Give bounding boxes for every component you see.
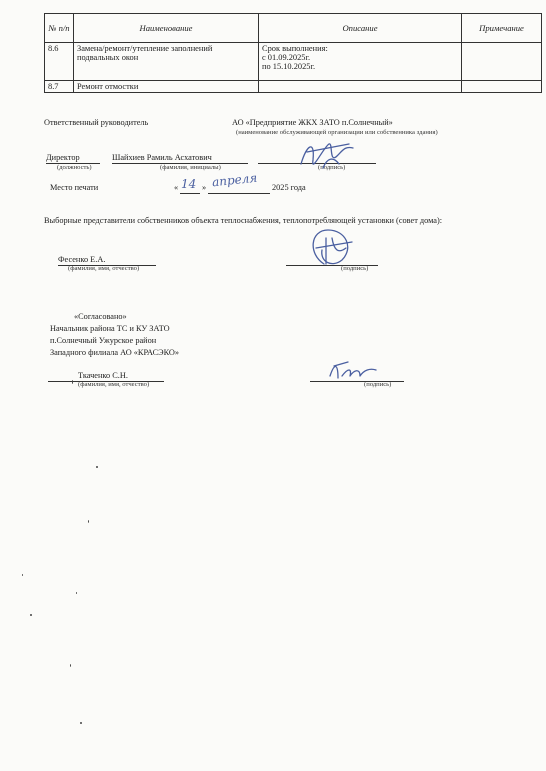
date-close-quote: » bbox=[202, 183, 207, 192]
table-row bbox=[45, 81, 542, 93]
date-day: 14 bbox=[181, 177, 197, 191]
scan-speck bbox=[70, 664, 71, 667]
table-header-row bbox=[45, 14, 542, 43]
agreed-name-caption: (фамилия, имя, отчество) bbox=[78, 381, 150, 388]
works-table bbox=[44, 13, 542, 93]
table-row bbox=[45, 43, 542, 81]
manager-name-caption: (фамилия, инициалы) bbox=[160, 164, 221, 171]
agreed-line: Западного филиала АО «КРАСЭКО» bbox=[50, 348, 180, 357]
agreed-line: п.Солнечный Ужурское район bbox=[50, 336, 157, 345]
representative-name-caption: (фамилия, имя, отчество) bbox=[68, 265, 140, 272]
agreed-line: Начальник района ТС и КУ ЗАТО bbox=[50, 324, 170, 333]
agreed-signature-caption: (подпись) bbox=[364, 381, 392, 388]
date-year: 2025 года bbox=[272, 183, 306, 192]
row-number: 8.6 bbox=[45, 43, 74, 81]
agreed-person-name-text: Ткаченко С.Н. bbox=[78, 371, 128, 380]
date-open-quote: « bbox=[174, 183, 179, 192]
col-header-number-label: № п/п bbox=[48, 23, 70, 33]
manager-signature bbox=[293, 134, 363, 180]
responsible-label: Ответственный руководитель bbox=[44, 118, 149, 127]
col-header-note: Примечание bbox=[462, 14, 542, 43]
scan-speck bbox=[72, 380, 73, 384]
description-line: Срок выполнения: bbox=[262, 44, 328, 53]
row-note bbox=[462, 43, 542, 81]
scan-speck bbox=[96, 466, 98, 468]
agreed-title: «Согласовано» bbox=[74, 312, 127, 321]
representative-signature-caption: (подпись) bbox=[341, 265, 369, 272]
row-number: 8.7 bbox=[45, 81, 74, 93]
col-header-description: Описание bbox=[259, 14, 462, 43]
col-header-number bbox=[45, 14, 74, 43]
organization-caption: (наименование обслуживающей организации или собственника здания) bbox=[236, 129, 438, 136]
manager-signature-caption: (подпись) bbox=[318, 164, 346, 171]
row-name: Замена/ремонт/утепление заполнений подвальных окон bbox=[74, 43, 259, 81]
col-header-name: Наименование bbox=[74, 14, 259, 43]
position-caption: (должность) bbox=[57, 164, 92, 171]
position-value: Директор bbox=[46, 154, 100, 164]
representative-signature bbox=[302, 224, 362, 270]
row-name: Ремонт отмостки bbox=[74, 81, 259, 93]
seal-label: Место печати bbox=[50, 183, 99, 192]
row-description bbox=[259, 81, 462, 93]
description-line: по 15.10.2025г. bbox=[262, 62, 316, 71]
scan-speck bbox=[30, 614, 32, 616]
row-note bbox=[462, 81, 542, 93]
row-description bbox=[259, 43, 462, 81]
scan-speck bbox=[88, 520, 89, 523]
organization-name: АО «Предприятие ЖКХ ЗАТО п.Солнечный» bbox=[232, 118, 393, 127]
description-line: с 01.09.2025г. bbox=[262, 53, 311, 62]
manager-name: Шайхиев Рамиль Асхатович bbox=[112, 154, 248, 164]
agreed-signature bbox=[324, 356, 380, 386]
date-month: апреля bbox=[211, 170, 258, 190]
scan-speck bbox=[22, 574, 23, 576]
scan-speck bbox=[80, 722, 82, 724]
representatives-label: Выборные представители собственников объекта теплоснабжения, теплопотребляющей установки (совет дома): bbox=[44, 216, 443, 225]
representative-name: Фесенко Е.А. bbox=[58, 256, 156, 266]
scan-speck bbox=[76, 592, 77, 594]
